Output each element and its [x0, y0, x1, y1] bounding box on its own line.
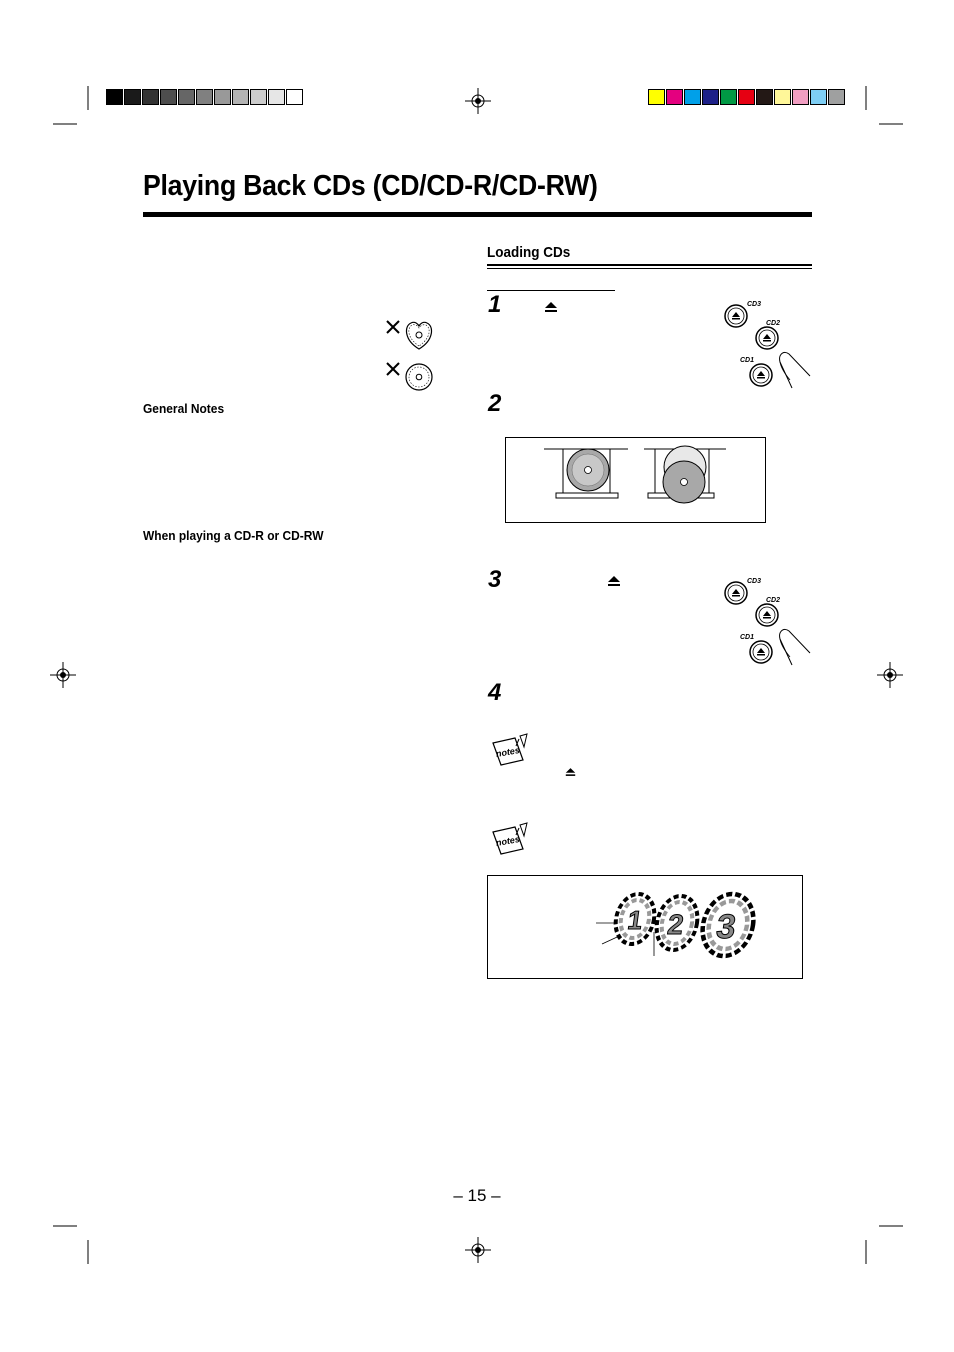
eject-icon	[544, 301, 558, 313]
grayscale-bar	[106, 0, 306, 120]
calibration-swatch	[792, 89, 809, 105]
general-notes-heading: General Notes	[143, 401, 225, 416]
calibration-swatch	[286, 89, 303, 105]
cdr-heading: When playing a CD-R or CD-RW	[143, 528, 324, 543]
notes-icon	[490, 822, 532, 856]
notes-label: notes	[495, 834, 521, 849]
step-number-4: 4	[488, 679, 502, 706]
registration-mark-left	[50, 662, 76, 688]
calibration-swatch	[810, 89, 827, 105]
calibration-swatch	[774, 89, 791, 105]
section-rule-thin	[487, 268, 812, 269]
calibration-swatch	[702, 89, 719, 105]
step-number-2: 2	[488, 390, 502, 417]
calibration-swatch	[648, 89, 665, 105]
color-bar	[648, 0, 848, 120]
disc-indicator-illustration	[488, 876, 800, 976]
eject-icon	[607, 575, 621, 587]
notes-label: notes	[495, 745, 521, 760]
calibration-swatch	[720, 89, 737, 105]
calibration-swatch	[232, 89, 249, 105]
page-title: Playing Back CDs (CD/CD-R/CD-RW)	[143, 170, 598, 202]
eject-icon	[565, 767, 576, 777]
calibration-swatch	[124, 89, 141, 105]
section-heading: Loading CDs	[487, 244, 571, 261]
calibration-swatch	[214, 89, 231, 105]
disc-number-3: 3	[714, 908, 739, 946]
calibration-swatch	[684, 89, 701, 105]
calibration-swatch	[268, 89, 285, 105]
step-number-3: 3	[488, 566, 502, 593]
cd2-label: CD2	[766, 597, 781, 604]
registration-mark-top	[465, 88, 491, 114]
cd3-label: CD3	[747, 301, 762, 308]
cd-eject-buttons-illustration	[718, 296, 814, 390]
cd2-label: CD2	[766, 320, 781, 327]
calibration-swatch	[828, 89, 845, 105]
calibration-swatch	[160, 89, 177, 105]
calibration-swatch	[106, 89, 123, 105]
sub-rule	[487, 290, 615, 291]
calibration-swatch	[250, 89, 267, 105]
page-number: – 15 –	[453, 1186, 501, 1205]
cd1-label: CD1	[740, 634, 755, 641]
calibration-swatch	[142, 89, 159, 105]
cd1-label: CD1	[740, 357, 755, 364]
no-heart-shaped-disc-icon	[384, 318, 436, 352]
calibration-swatch	[756, 89, 773, 105]
disc-number-1: 1	[625, 905, 645, 935]
no-irregular-disc-icon	[384, 360, 436, 392]
cd3-label: CD3	[747, 578, 762, 585]
calibration-swatch	[738, 89, 755, 105]
registration-mark-right	[877, 662, 903, 688]
step-number-1: 1	[488, 291, 502, 318]
section-rule	[487, 264, 812, 266]
disc-number-2: 2	[665, 909, 686, 940]
cd-eject-buttons-illustration-2	[718, 573, 814, 667]
calibration-swatch	[666, 89, 683, 105]
title-rule	[143, 212, 812, 217]
registration-mark-bottom	[465, 1237, 491, 1263]
calibration-swatch	[178, 89, 195, 105]
disc-tray-illustration	[506, 438, 764, 521]
calibration-swatch	[196, 89, 213, 105]
notes-icon	[490, 733, 532, 767]
